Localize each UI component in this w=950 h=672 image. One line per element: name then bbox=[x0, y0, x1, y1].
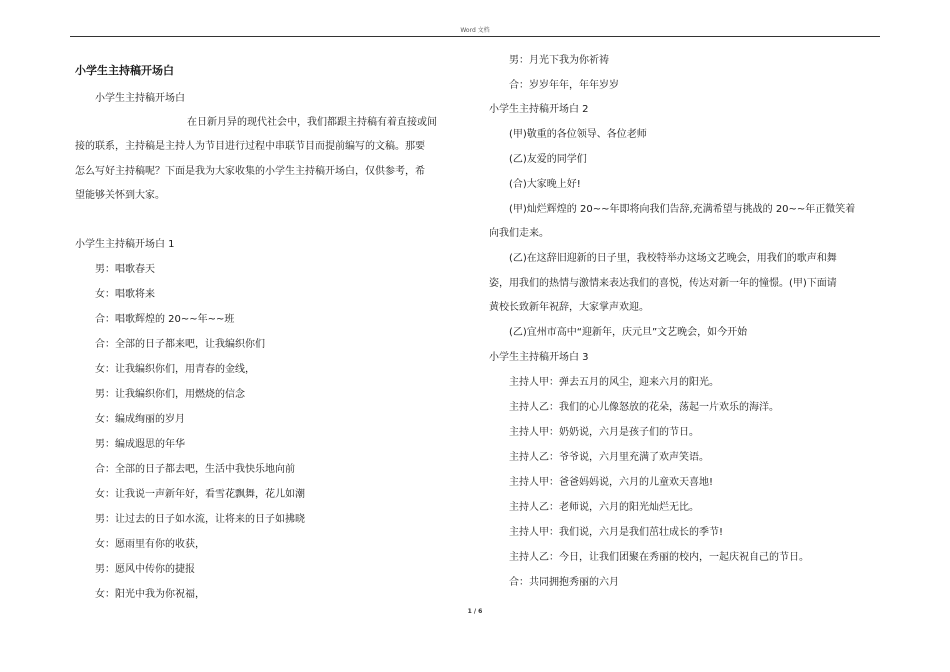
script-line: 黄校长致新年祝辞，大家掌声欢迎。 bbox=[489, 302, 649, 313]
script-line: 主持人甲：奶奶说，六月是孩子们的节日。 bbox=[509, 427, 699, 438]
script-line: 女：编成绚丽的岁月 bbox=[95, 414, 185, 425]
header-rule bbox=[70, 36, 880, 37]
script-line: 合：共同拥抱秀丽的六月 bbox=[509, 577, 619, 588]
script-line: 合：全部的日子都去吧，生活中我快乐地向前 bbox=[95, 464, 295, 475]
script-line: (合)大家晚上好! bbox=[509, 179, 581, 190]
script-line: 女：唱歌将来 bbox=[95, 289, 155, 300]
section-heading-3: 小学生主持稿开场白 3 bbox=[489, 352, 589, 363]
script-line: 向我们走来。 bbox=[489, 228, 549, 239]
script-line: (乙)宜州市高中“迎新年，庆元旦”文艺晚会，如今开始 bbox=[509, 327, 748, 338]
page-header: Word 文档 bbox=[460, 27, 490, 34]
script-line: (甲)敬重的各位领导、各位老师 bbox=[509, 129, 647, 140]
script-line: 主持人甲：我们说，六月是我们茁壮成长的季节! bbox=[509, 527, 724, 538]
script-line: 主持人乙：老师说，六月的阳光灿烂无比。 bbox=[509, 502, 699, 513]
script-line: 男：愿风中传你的捷报 bbox=[95, 564, 195, 575]
script-line: (甲)灿烂辉煌的 20~~年即将向我们告辞,充满希望与挑战的 20~~年正微笑着 bbox=[509, 204, 856, 215]
script-line: (乙)在这辞旧迎新的日子里，我校特举办这场文艺晚会，用我们的歌声和舞 bbox=[509, 253, 837, 264]
script-line: 主持人甲：爸爸妈妈说，六月的儿童欢天喜地! bbox=[509, 477, 714, 488]
script-line: 女：让我说一声新年好，看雪花飘舞，花儿如潮 bbox=[95, 489, 305, 500]
intro-line: 怎么写好主持稿呢？下面是我为大家收集的小学生主持稿开场白，仅供参考，希 bbox=[75, 166, 425, 177]
script-line: 主持人甲：弹去五月的风尘，迎来六月的阳光。 bbox=[509, 377, 719, 388]
section-heading-1: 小学生主持稿开场白 1 bbox=[75, 239, 175, 250]
script-line: 主持人乙：我们的心儿像怒放的花朵，荡起一片欢乐的海洋。 bbox=[509, 402, 779, 413]
script-line: (乙)友爱的同学们 bbox=[509, 154, 587, 165]
script-line: 男：编成遐思的年华 bbox=[95, 439, 185, 450]
section-heading-2: 小学生主持稿开场白 2 bbox=[489, 104, 589, 115]
subtitle: 小学生主持稿开场白 bbox=[95, 93, 185, 104]
script-line: 女：阳光中我为你祝福， bbox=[95, 589, 205, 600]
script-line: 女：让我编织你们，用青春的金线， bbox=[95, 364, 255, 375]
document-title: 小学生主持稿开场白 bbox=[75, 64, 174, 77]
script-line: 合：全部的日子都来吧，让我编织你们 bbox=[95, 339, 265, 350]
page-number: 1 / 6 bbox=[467, 608, 483, 615]
script-line: 合：岁岁年年，年年岁岁 bbox=[509, 80, 619, 91]
script-line: 男：让过去的日子如水流，让将来的日子如拂晓 bbox=[95, 514, 305, 525]
intro-line: 在日新月异的现代社会中，我们都跟主持稿有着直接或间 bbox=[187, 117, 437, 128]
script-line: 男：唱歌春天 bbox=[95, 264, 155, 275]
intro-line: 接的联系，主持稿是主持人为节目进行过程中串联节目而提前编写的文稿。那要 bbox=[75, 141, 425, 152]
script-line: 姿，用我们的热情与激情来表达我们的喜悦，传达对新一年的憧憬。(甲)下面请 bbox=[489, 278, 837, 289]
script-line: 主持人乙：爷爷说，六月里充满了欢声笑语。 bbox=[509, 452, 709, 463]
script-line: 主持人乙：今日，让我们团聚在秀丽的校内，一起庆祝自己的节日。 bbox=[509, 552, 809, 563]
intro-line: 望能够关怀到大家。 bbox=[75, 190, 165, 201]
script-line: 男：月光下我为你祈祷 bbox=[509, 55, 609, 66]
script-line: 男：让我编织你们，用燃烧的信念 bbox=[95, 389, 245, 400]
script-line: 合：唱歌辉煌的 20~~年~~班 bbox=[95, 314, 235, 325]
script-line: 女：愿雨里有你的收获， bbox=[95, 539, 205, 550]
